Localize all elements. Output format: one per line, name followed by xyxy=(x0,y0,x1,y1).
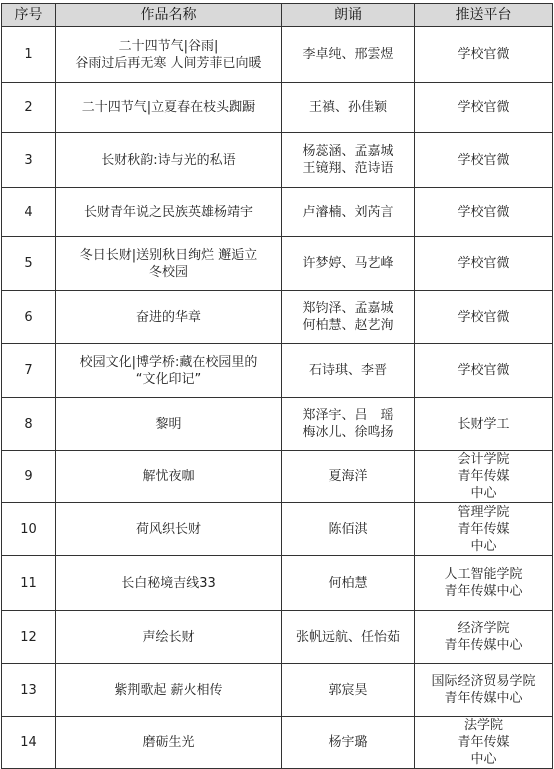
work-title-text: 长白秘境吉线33 xyxy=(121,575,216,591)
cell-row-number xyxy=(2,291,56,344)
cell-platform xyxy=(415,83,553,133)
cell-work-title xyxy=(56,611,282,664)
reciters-text: 李卓纯、邢雲煜 xyxy=(302,47,394,62)
cell-platform xyxy=(415,188,553,237)
cell-reciters xyxy=(282,451,415,503)
table-row xyxy=(2,237,553,291)
platform-text: 管理学院 青年传媒 中心 xyxy=(457,504,510,554)
work-title-text: 奋进的华章 xyxy=(135,309,201,325)
cell-work-title xyxy=(56,503,282,556)
platform-text: 学校官微 xyxy=(457,363,510,378)
cell-reciters xyxy=(282,344,415,398)
cell-platform xyxy=(415,291,553,344)
cell-work-title xyxy=(56,188,282,237)
table-row xyxy=(2,291,553,344)
table-row xyxy=(2,556,553,611)
cell-row-number xyxy=(2,611,56,664)
work-title-text: 解忧夜咖 xyxy=(142,469,195,484)
reciters-text: 夏海洋 xyxy=(328,469,368,484)
table-row xyxy=(2,188,553,237)
cell-platform xyxy=(415,27,553,83)
cell-row-number xyxy=(2,398,56,451)
row-number-text: 1 xyxy=(24,47,33,62)
table-row xyxy=(2,83,553,133)
work-title-text: 声绘长财 xyxy=(142,629,195,645)
row-number-text: 2 xyxy=(24,100,33,115)
cell-reciters xyxy=(282,664,415,717)
header-row xyxy=(2,4,553,27)
cell-row-number xyxy=(2,556,56,611)
table-row xyxy=(2,717,553,769)
cell-row-number xyxy=(2,133,56,188)
cell-row-number xyxy=(2,27,56,83)
platform-text: 会计学院 青年传媒 中心 xyxy=(457,452,510,501)
table-header xyxy=(2,4,553,27)
table-row xyxy=(2,664,553,717)
row-number-text: 8 xyxy=(24,416,33,432)
platform-text: 学校官微 xyxy=(457,152,510,168)
row-number-text: 3 xyxy=(24,152,33,168)
table-row xyxy=(2,27,553,83)
table-row xyxy=(2,611,553,664)
cell-platform xyxy=(415,503,553,556)
platform-text: 学校官微 xyxy=(457,204,510,220)
cell-row-number xyxy=(2,344,56,398)
cell-platform xyxy=(415,133,553,188)
cell-work-title xyxy=(56,344,282,398)
cell-reciters xyxy=(282,611,415,664)
cell-work-title xyxy=(56,556,282,611)
work-title-text: 紫荆歌起 薪火相传 xyxy=(114,682,223,698)
row-number-text: 10 xyxy=(20,521,37,537)
work-title-text: 二十四节气|谷雨| 谷雨过后再无寒 人间芳菲已向暖 xyxy=(75,38,262,71)
work-title-text: 磨砺生光 xyxy=(142,735,195,750)
table-row xyxy=(2,344,553,398)
platform-text: 国际经济贸易学院 青年传媒中心 xyxy=(431,674,536,706)
platform-text: 学校官微 xyxy=(457,309,510,325)
reciters-text: 郑钧泽、孟嘉城 何柏慧、赵艺洵 xyxy=(302,301,394,333)
cell-row-number xyxy=(2,717,56,769)
header-work-title: 作品名称 xyxy=(56,4,282,27)
cell-work-title xyxy=(56,237,282,291)
reciters-text: 何柏慧 xyxy=(328,575,368,591)
reciters-text: 王禛、孙佳颖 xyxy=(308,100,387,115)
reciters-text: 杨宇璐 xyxy=(328,735,368,750)
cell-platform xyxy=(415,451,553,503)
cell-reciters xyxy=(282,188,415,237)
row-number-text: 6 xyxy=(24,309,33,325)
table-body xyxy=(2,27,553,769)
platform-text: 人工智能学院 青年传媒中心 xyxy=(444,567,523,599)
cell-reciters xyxy=(282,503,415,556)
cell-reciters xyxy=(282,556,415,611)
platform-text: 学校官微 xyxy=(457,256,510,271)
row-number-text: 9 xyxy=(24,469,33,484)
cell-row-number xyxy=(2,83,56,133)
cell-work-title xyxy=(56,291,282,344)
cell-reciters xyxy=(282,717,415,769)
work-title-text: 长财秋韵:诗与光的私语 xyxy=(101,152,236,168)
cell-work-title xyxy=(56,398,282,451)
recitation-table xyxy=(1,3,553,769)
platform-text: 法学院 青年传媒 中心 xyxy=(457,718,510,767)
row-number-text: 14 xyxy=(20,735,37,750)
reciters-text: 杨蕊涵、孟嘉城 王镜翔、范诗语 xyxy=(302,144,394,176)
platform-text: 学校官微 xyxy=(457,47,510,62)
table-row xyxy=(2,451,553,503)
work-title-text: 黎明 xyxy=(155,416,182,432)
reciters-text: 郭宸昊 xyxy=(328,682,368,698)
cell-platform xyxy=(415,237,553,291)
row-number-text: 11 xyxy=(20,575,37,591)
row-number-text: 12 xyxy=(20,629,37,645)
cell-platform xyxy=(415,556,553,611)
row-number-text: 13 xyxy=(20,682,37,698)
cell-row-number xyxy=(2,503,56,556)
cell-row-number xyxy=(2,188,56,237)
platform-text: 经济学院 青年传媒中心 xyxy=(444,621,523,653)
reciters-text: 陈佰淇 xyxy=(328,521,368,537)
cell-platform xyxy=(415,611,553,664)
row-number-text: 5 xyxy=(24,256,33,271)
platform-text: 学校官微 xyxy=(457,100,510,115)
cell-row-number xyxy=(2,451,56,503)
cell-platform xyxy=(415,398,553,451)
header-platform: 推送平台 xyxy=(415,4,553,27)
cell-work-title xyxy=(56,664,282,717)
work-title-text: 荷风织长财 xyxy=(135,521,201,537)
cell-reciters xyxy=(282,133,415,188)
table-row xyxy=(2,398,553,451)
work-title-text: 长财青年说之民族英雄杨靖宇 xyxy=(83,204,253,220)
cell-work-title xyxy=(56,27,282,83)
cell-work-title xyxy=(56,83,282,133)
reciters-text: 石诗琪、李晋 xyxy=(308,363,387,378)
work-title-text: 冬日长财|送别秋日绚烂 邂逅立 冬校园 xyxy=(79,247,258,280)
reciters-text: 郑泽宇、吕 瑶 梅冰儿、徐鸣扬 xyxy=(302,408,394,440)
cell-work-title xyxy=(56,717,282,769)
cell-work-title xyxy=(56,451,282,503)
reciters-text: 张帆远航、任怡茹 xyxy=(295,629,400,645)
work-title-text: 二十四节气|立夏春在枝头踟蹰 xyxy=(81,100,256,115)
cell-platform xyxy=(415,717,553,769)
cell-row-number xyxy=(2,237,56,291)
reciters-text: 许梦婷、马艺峰 xyxy=(302,256,394,271)
cell-reciters xyxy=(282,398,415,451)
reciters-text: 卢濬楠、刘芮言 xyxy=(302,204,394,220)
table-row xyxy=(2,503,553,556)
cell-reciters xyxy=(282,237,415,291)
cell-row-number xyxy=(2,664,56,717)
row-number-text: 7 xyxy=(24,363,33,378)
header-reciters: 朗诵 xyxy=(282,4,415,27)
work-title-text: 校园文化|博学桥:藏在校园里的 “文化印记” xyxy=(79,354,258,387)
table-row xyxy=(2,133,553,188)
row-number-text: 4 xyxy=(24,204,33,220)
platform-text: 长财学工 xyxy=(457,416,510,432)
cell-reciters xyxy=(282,291,415,344)
cell-reciters xyxy=(282,83,415,133)
header-number: 序号 xyxy=(2,4,56,27)
cell-platform xyxy=(415,664,553,717)
cell-work-title xyxy=(56,133,282,188)
cell-platform xyxy=(415,344,553,398)
cell-reciters xyxy=(282,27,415,83)
